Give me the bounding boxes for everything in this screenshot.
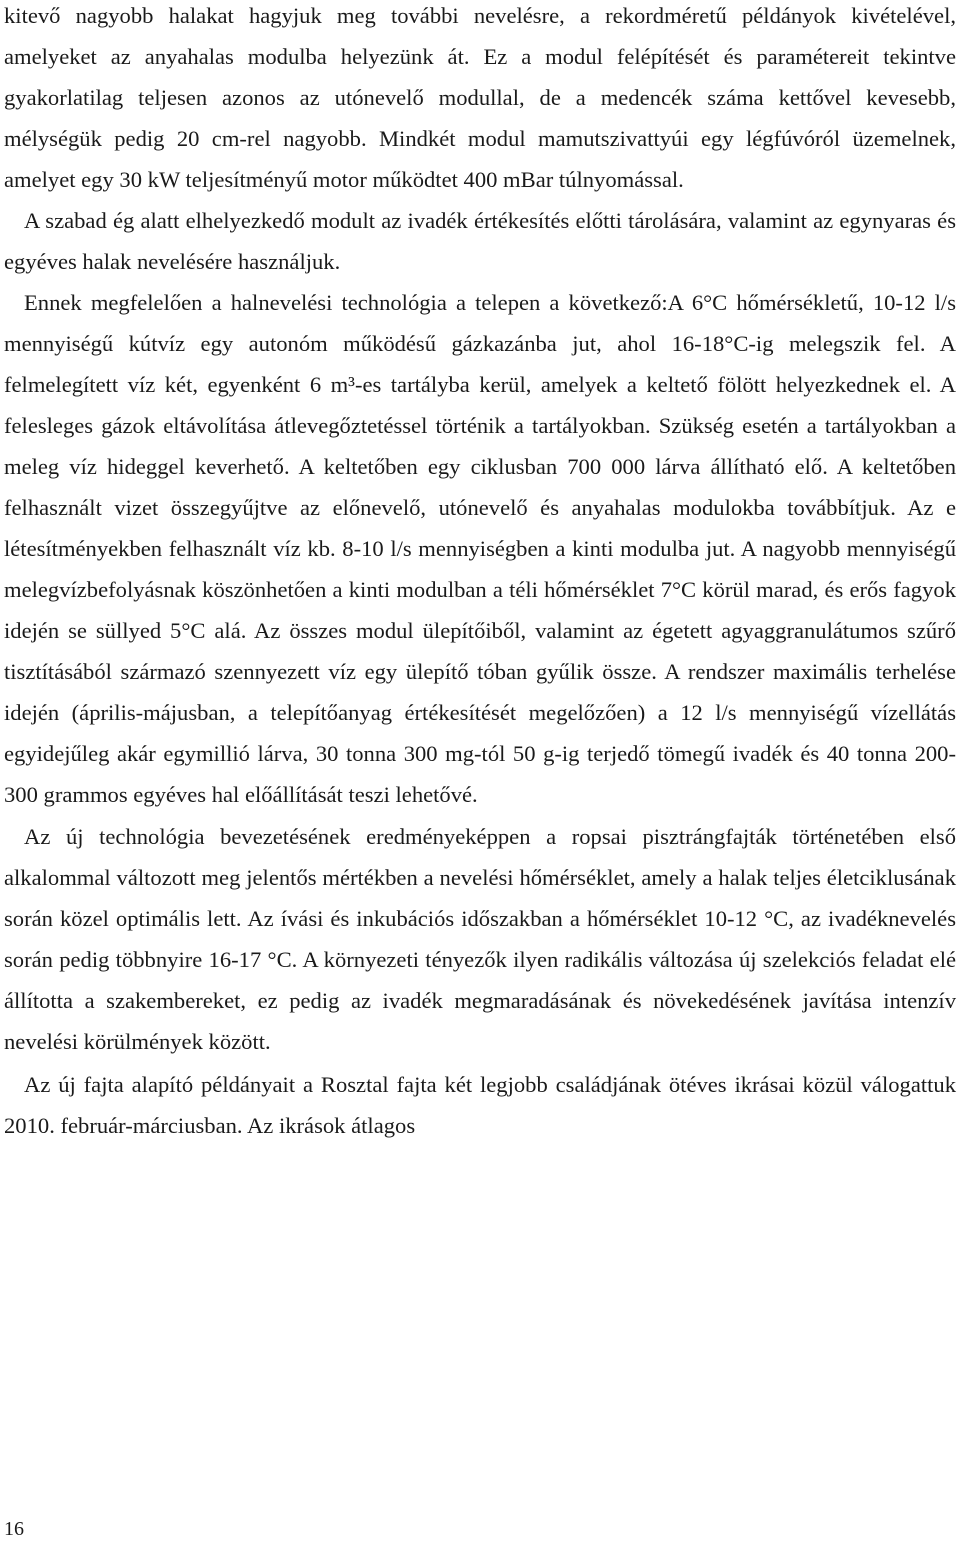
paragraph-5: Az új fajta alapító példányait a Rosztal fajta két legjobb családjának ötéves ikrásai közül válogattuk 2010. február-márciusban. Az ikrások átlagos	[4, 1072, 956, 1138]
paragraph-3: Ennek megfelelően a halnevelési technológia a telepen a következő:A 6°C hőmérsékletű, 10-12 l/s mennyiségű kútvíz egy autonóm működésű gázkazánba jut, ahol 16-18°C-ig melegszik fel. A felmelegített víz két, egyenként 6 m³-es tartályba kerül, amelyek a keltető fölött helyezkednek el. A felesleges gázok eltávolítása átlevegőztetéssel történik a tartályokban. Szükség esetén a tartályokban a meleg víz hideggel keverhető. A keltetőben egy ciklusban 700 000 lárva állítható elő. A keltetőben felhasznált vizet összegyűjtve az előnevelő, utónevelő és anyahalas modulokba továbbítjuk. Az e létesítményekben felhasznált víz kb. 8-10 l/s mennyiségben a kinti modulba jut. A nagyobb mennyiségű melegvízbefolyásnak köszönhetően a kinti modulban a téli hőmérséklet 7°C körül marad, és erős fagyok idején se süllyed 5°C alá. Az összes modul ülepítőiből, valamint az égetett agyaggranulátumos szűrő tisztításából származó szennyezett víz egy ülepítő tóban gyűlik össze. A rendszer maximális terhelése idején (április-májusban, a telepítőanyag értékesítését megelőzően) a 12 l/s mennyiségű vízellátás egyidejűleg akár egymillió lárva, 30 tonna 300 mg-tól 50 g-ig terjedő tömegű ivadék és 40 tonna 200-300 grammos egyéves hal előállítását teszi lehetővé.	[4, 290, 956, 807]
paragraph-2: A szabad ég alatt elhelyezkedő modult az ivadék értékesítés előtti tárolására, valamint az egynyaras és egyéves halak nevelésére használjuk.	[4, 208, 956, 274]
paragraph-1: kitevő nagyobb halakat hagyjuk meg további nevelésre, a rekordméretű példányok kivételével, amelyeket az anyahalas modulba helyezünk át. Ez a modul felépítését és paramétereit tekintve gyakorlatilag teljesen azonos az utónevelő modullal, de a medencék száma kettővel kevesebb, mélységük pedig 20 cm-rel nagyobb. Mindkét modul mamutszivattyúi egy légfúvóról üzemelnek, amelyet egy 30 kW teljesítményű motor működtet 400 mBar túlnyomással.	[4, 3, 956, 192]
paragraph-4: Az új technológia bevezetésének eredményeképpen a ropsai pisztrángfajták történetében első alkalommal változott meg jelentős mértékben a nevelési hőmérséklet, amely a halak teljes életciklusának során közel optimális lett. Az ívási és inkubációs időszakban a hőmérséklet 10-12 °C, az ivadéknevelés során pedig többnyire 16-17 °C. A környezeti tényezők ilyen radikális változása új szelekciós feladat elé állította a szakembereket, ez pedig az ivadék megmaradásának és növekedésének javítása intenzív nevelési körülmények között.	[4, 824, 956, 1054]
document-page	[4, 0, 956, 1146]
page-number: 16	[4, 1518, 24, 1540]
